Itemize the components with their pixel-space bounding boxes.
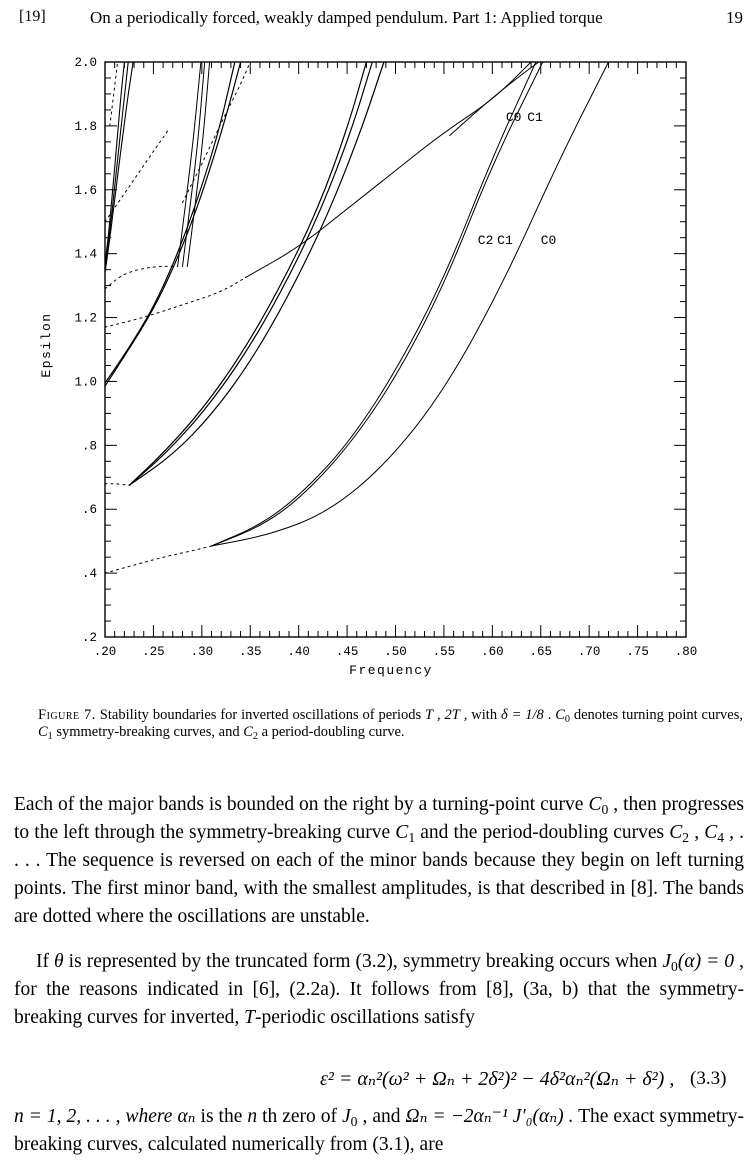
paragraph-text: The exact symmetry-breaking curves, calculated numerically from (3.1), are <box>14 1106 744 1155</box>
stability-curve <box>129 62 384 485</box>
curve-annotations <box>478 110 557 248</box>
y-axis-label: Epsilon <box>39 312 54 378</box>
y-tick-label: .6 <box>81 503 97 518</box>
paragraph-1 <box>14 791 744 931</box>
caption-math: C <box>38 724 48 740</box>
x-tick-label: .55 <box>432 645 456 659</box>
x-tick-label: .35 <box>238 645 262 659</box>
math-sub: 1 <box>408 830 416 846</box>
stability-curve <box>212 62 543 546</box>
math: n = 1, 2, . . . , where <box>14 1106 178 1127</box>
page-number: 19 <box>726 8 743 27</box>
curve-label: C2 <box>477 233 494 249</box>
stability-curve <box>450 62 539 136</box>
x-tick-label: .50 <box>384 645 407 659</box>
paragraph-text: , <box>689 822 705 843</box>
caption-text: . <box>543 707 556 723</box>
running-title: On a periodically forced, weakly damped pendulum. Part 1: Applied torque <box>90 8 603 27</box>
math: T <box>244 1007 255 1028</box>
unstable-curve <box>105 278 245 328</box>
caption-text: denotes turning point curves, <box>569 707 743 723</box>
y-tick-label: 1.6 <box>74 183 97 198</box>
math: C <box>704 822 718 843</box>
math-sub: 2 <box>682 830 690 846</box>
paragraph-text: , then progresses to the left through the symmetry-breaking curve <box>14 794 745 843</box>
paragraph-text: and the period-doubling curves <box>415 822 670 843</box>
math-sub: 4 <box>717 830 725 846</box>
stability-curve <box>212 62 609 546</box>
stability-curve <box>105 62 235 383</box>
caption-sub: 2 <box>252 731 258 743</box>
stability-chart <box>0 30 753 705</box>
paragraph-text: is the <box>195 1106 248 1127</box>
curve-label: C1 <box>497 233 513 249</box>
caption-text: symmetry-breaking curves, and <box>52 724 244 740</box>
math: C <box>588 794 602 815</box>
y-tick-label: 1.4 <box>74 247 97 262</box>
paragraph-text: , and <box>357 1106 406 1127</box>
paragraph-text: is represented by the truncated form (3.2), symmetry breaking occurs when <box>63 951 663 972</box>
paragraph-text: Each of the major bands is bounded on the right by a turning-point curve <box>14 794 589 815</box>
y-tick-label: 1.0 <box>74 375 97 390</box>
unstable-curve <box>105 129 169 222</box>
caption-sub: 0 <box>564 714 570 726</box>
x-tick-labels <box>94 645 698 659</box>
caption-label: Figure 7. <box>38 707 96 723</box>
caption-text: a period-doubling curve. <box>257 724 405 740</box>
x-tick-label: .75 <box>626 645 649 659</box>
curve-label: C0 <box>540 233 557 249</box>
x-tick-label: .30 <box>190 645 214 659</box>
stability-curve <box>178 62 201 266</box>
y-tick-label: .8 <box>81 439 97 454</box>
x-tick-label: .70 <box>577 645 601 659</box>
paragraph-3 <box>14 1103 744 1159</box>
stability-curve <box>105 62 241 386</box>
stability-curve <box>105 62 124 265</box>
equation-body: ε² = αₙ²(ω² + Ωₙ + 2δ²)² − 4δ²αₙ²(Ωₙ + δ²) , <box>320 1068 675 1090</box>
paragraph-2 <box>14 948 744 1032</box>
stability-curve <box>129 62 372 485</box>
y-tick-label: 2.0 <box>74 56 97 70</box>
caption-text: , with <box>459 707 501 723</box>
paragraph-text: If <box>36 951 55 972</box>
math: J <box>342 1106 351 1127</box>
stability-curve <box>129 62 366 485</box>
equation-3-3 <box>0 1066 753 1100</box>
x-tick-label: .40 <box>287 645 310 659</box>
x-tick-label: .20 <box>93 645 117 659</box>
x-tick-label: .60 <box>481 645 504 659</box>
caption-math: 2T <box>444 707 460 723</box>
unstable-curve <box>105 546 212 573</box>
caption-math: C <box>243 724 253 740</box>
paragraph-text: , for the reasons indicated in [6], (2.2a). It follows from [8], (3a, b) that the symmetry-breaking curves for inverted, <box>14 951 744 1028</box>
x-tick-label: .45 <box>335 645 359 659</box>
math: Ωₙ = −2αₙ⁻¹ J′₀(αₙ) . <box>405 1106 574 1127</box>
figure-caption <box>38 707 743 741</box>
curves <box>105 62 609 573</box>
y-tick-label: 1.8 <box>74 119 97 134</box>
curve-label: C1 <box>527 110 543 126</box>
y-tick-label: .2 <box>81 631 97 645</box>
caption-math: T <box>425 707 434 723</box>
caption-text: , <box>433 707 445 723</box>
caption-math: δ = 1/8 <box>500 707 544 723</box>
unstable-curve <box>105 484 129 486</box>
reference-number: [19] <box>19 8 46 25</box>
paragraph-text: , . . . . The sequence is reversed on each of the minor bands because they begin on left turning points. The first minor band, with the smallest amplitudes, is that described in [8]. The bands are dotted where the oscillations are unstable. <box>14 822 745 927</box>
caption-text: Stability boundaries for inverted oscillations of periods <box>95 707 426 723</box>
caption-sub: 1 <box>47 731 53 743</box>
y-tick-labels <box>74 56 97 645</box>
paragraph-text: -periodic oscillations satisfy <box>254 1007 475 1028</box>
math: (α) = 0 <box>677 951 735 972</box>
page-header <box>0 4 753 28</box>
math-sub: 0 <box>350 1114 358 1130</box>
math-sub: 0 <box>671 959 678 975</box>
paragraph-text: th zero of <box>257 1106 343 1127</box>
x-axis-label: Frequency <box>349 663 433 678</box>
y-tick-label: .4 <box>81 567 97 582</box>
x-tick-label: .25 <box>142 645 165 659</box>
curve-label: C0 <box>505 110 522 126</box>
math: C <box>395 822 409 843</box>
math: αₙ <box>177 1106 196 1127</box>
x-tick-label: .65 <box>529 645 553 659</box>
x-tick-label: .80 <box>674 645 698 659</box>
math: J <box>662 951 672 972</box>
math-sub: 0 <box>601 802 609 818</box>
y-tick-label: 1.2 <box>74 311 97 326</box>
math: θ <box>54 951 64 972</box>
equation-number: (3.3) <box>690 1068 727 1089</box>
math: C <box>669 822 683 843</box>
caption-math: C <box>555 707 565 723</box>
math: n <box>247 1106 258 1127</box>
stability-curve <box>105 62 128 270</box>
